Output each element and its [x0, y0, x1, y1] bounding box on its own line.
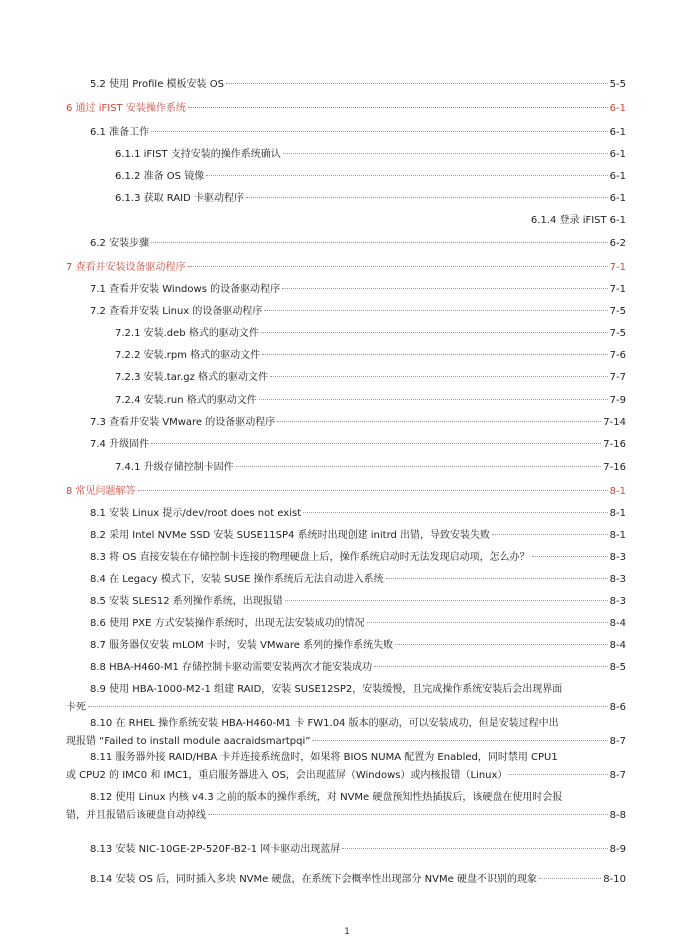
- toc-page-number: 5-5: [609, 79, 626, 90]
- dot-leader: [492, 534, 608, 535]
- dot-leader: [151, 131, 608, 132]
- toc-page-number: 8-9: [609, 844, 626, 855]
- toc-page-number: 6-1: [609, 103, 626, 114]
- toc-entry-line: [66, 485, 626, 499]
- toc-page-number: 8-10: [603, 874, 626, 885]
- dot-leader: [226, 83, 608, 84]
- dot-leader: [188, 107, 608, 108]
- toc-entry-title: 8 常见问题解答: [66, 486, 136, 497]
- toc-entry-title: 6 通过 iFIST 安装操作系统: [66, 103, 186, 114]
- toc-entry-title: 8.7 服务器仅安装 mLOM 卡时，安装 VMware 系列的操作系统失败: [90, 640, 394, 651]
- toc-entry-title: 错，并且报错后该硬盘自动掉线: [66, 810, 206, 821]
- toc-page-number: 7-9: [609, 395, 626, 406]
- dot-leader: [532, 556, 608, 557]
- toc-page-number: 6-1: [609, 127, 626, 138]
- toc-page-number: 8-7: [609, 770, 626, 781]
- toc-page-number: 8-1: [609, 530, 626, 541]
- dot-leader: [246, 197, 608, 198]
- toc-entry-title: 6.1.2 准备 OS 镜像: [115, 171, 205, 182]
- toc-entry-line: [115, 192, 626, 206]
- toc-entry-title: 8.3 将 OS 直接安装在存储控制卡连接的物理硬盘上后，操作系统启动时无法发现启动项，怎么办？: [90, 552, 530, 563]
- toc-entry-line: [90, 237, 626, 251]
- toc-entry-line: [400, 214, 626, 228]
- toc-page-number: 6-1: [609, 149, 626, 160]
- toc-page-number: 8-6: [609, 702, 626, 713]
- toc-entry-line: [66, 735, 626, 749]
- toc-entry-line: [90, 529, 626, 543]
- dot-leader: [259, 399, 608, 400]
- toc-entry-title: 7.2.1 安装.deb 格式的驱动文件: [115, 328, 259, 339]
- toc-page-number: 7-1: [609, 262, 626, 273]
- toc-entry-title: 8.4 在 Legacy 模式下，安装 SUSE 操作系统后无法自动进入系统: [90, 574, 384, 585]
- toc-entry-title: 8.1 安装 Linux 提示/dev/root does not exist: [90, 508, 302, 519]
- dot-leader: [261, 332, 608, 333]
- dot-leader: [312, 740, 607, 741]
- toc-page-number: 8-4: [609, 640, 626, 651]
- dot-leader: [374, 666, 608, 667]
- dot-leader: [270, 376, 608, 377]
- toc-entry-title: 8.5 安装 SLES12 系列操作系统，出现报错: [90, 596, 283, 607]
- toc-entry-line: [115, 148, 626, 162]
- dot-leader: [151, 242, 608, 243]
- dot-leader: [282, 288, 608, 289]
- toc-entry-title: 6.2 安装步骤: [90, 238, 150, 249]
- dot-leader: [277, 421, 601, 422]
- toc-page-number: 7-5: [609, 306, 626, 317]
- toc-page-number: 7-7: [609, 372, 626, 383]
- toc-entry-line: [90, 683, 626, 697]
- toc-entry-line: [90, 573, 626, 587]
- toc-entry-title: 8.12 使用 Linux 内核 v4.3 之前的版本的操作系统，对 NVMe 硬盘预知性热插拔后，该硬盘在使用时会报: [90, 792, 563, 803]
- dot-leader: [138, 490, 608, 491]
- toc-entry-title: 7.1 查看并安装 Windows 的设备驱动程序: [90, 284, 281, 295]
- toc-page-number: 8-7: [609, 736, 626, 747]
- toc-entry-line: [90, 305, 626, 319]
- toc-entry-line: [115, 327, 626, 341]
- toc-page-number: 6-1: [609, 215, 626, 226]
- toc-entry-line: [115, 349, 626, 363]
- toc-page-number: 7-16: [603, 462, 626, 473]
- toc-entry-title: 8.10 在 RHEL 操作系统安装 HBA-H460-M1 卡 FW1.04 版本的驱动，可以安装成功，但是安装过程中出: [90, 718, 559, 729]
- toc-entry-line: [66, 701, 626, 715]
- toc-entry-line: [90, 438, 626, 452]
- toc-entry-title: 6.1.3 获取 RAID 卡驱动程序: [115, 193, 245, 204]
- toc-entry-title: 7.2.4 安装.run 格式的驱动文件: [115, 395, 257, 406]
- toc-page-number: 7-16: [603, 439, 626, 450]
- toc-entry-line: [90, 791, 626, 805]
- toc-entry-line: [90, 617, 626, 631]
- toc-page-number: 8-1: [609, 508, 626, 519]
- toc-entry-line: [90, 717, 626, 731]
- dot-leader: [88, 706, 608, 707]
- toc-entry-title: 8.9 使用 HBA-1000-M2-1 组建 RAID，安装 SUSE12SP2，安装缓慢，且完成操作系统安装后会出现界面: [90, 684, 563, 695]
- page-number: 1: [344, 927, 350, 937]
- toc-entry-title: 5.2 使用 Profile 模板安装 OS: [90, 79, 224, 90]
- toc-entry-title: 6.1 准备工作: [90, 127, 150, 138]
- toc-entry-title: 8.14 安装 OS 后，同时插入多块 NVMe 硬盘，在系统下会概率性出现部分 NVMe 硬盘不识别的现象: [90, 874, 537, 885]
- toc-entry-line: [115, 461, 626, 475]
- dot-leader: [264, 310, 607, 311]
- toc-entry-line: [90, 78, 626, 92]
- dot-leader: [188, 266, 608, 267]
- toc-entry-line: [90, 751, 626, 765]
- toc-page-number: 7-14: [603, 417, 626, 428]
- toc-page-number: 8-1: [609, 486, 626, 497]
- toc-entry-line: [115, 371, 626, 385]
- toc-entry-line: [66, 102, 626, 116]
- dot-leader: [236, 466, 602, 467]
- toc-entry-title: 8.11 服务器外接 RAID/HBA 卡并连接系统盘时，如果将 BIOS NUMA 配置为 Enabled，同时禁用 CPU1: [90, 752, 558, 763]
- toc-entry-title: 7.3 查看并安装 VMware 的设备驱动程序: [90, 417, 276, 428]
- toc-page-number: 8-3: [609, 596, 626, 607]
- toc-entry-title: 8.2 采用 Intel NVMe SSD 安装 SUSE11SP4 系统时出现创建 initrd 出错，导致安装失败: [90, 530, 491, 541]
- toc-entry-line: [90, 283, 626, 297]
- dot-leader: [342, 848, 607, 849]
- dot-leader: [285, 600, 608, 601]
- toc-page-number: 7-5: [609, 328, 626, 339]
- dot-leader: [283, 153, 608, 154]
- toc-entry-title: 7.2 查看并安装 Linux 的设备驱动程序: [90, 306, 263, 317]
- toc-entry-title: 7.2.3 安装.tar.gz 格式的驱动文件: [115, 372, 268, 383]
- toc-entry-line: [66, 809, 626, 823]
- toc-entry-title: 7.4.1 升级存储控制卡固件: [115, 462, 234, 473]
- toc-entry-line: [90, 551, 626, 565]
- toc-entry-line: [115, 394, 626, 408]
- toc-page-number: 8-8: [609, 810, 626, 821]
- toc-entry-line: [90, 843, 626, 857]
- toc-entry-title: 6.1.4 登录 iFIST: [530, 215, 607, 226]
- toc-page-number: 6-2: [609, 238, 626, 249]
- dot-leader: [151, 443, 601, 444]
- dot-leader: [539, 878, 601, 879]
- toc-entry-line: [90, 126, 626, 140]
- dot-leader: [262, 354, 607, 355]
- dot-leader: [208, 814, 608, 815]
- toc-entry-title: 7.4 升级固件: [90, 439, 150, 450]
- toc-page-number: 8-5: [609, 662, 626, 673]
- toc-entry-line: [90, 639, 626, 653]
- toc-entry-line: [66, 769, 626, 783]
- toc-entry-title: 7 查看并安装设备驱动程序: [66, 262, 186, 273]
- toc-page-number: 7-6: [609, 350, 626, 361]
- toc-entry-line: [90, 595, 626, 609]
- toc-page-number: 6-1: [609, 171, 626, 182]
- toc-entry-line: [66, 261, 626, 275]
- dot-leader: [386, 578, 608, 579]
- toc-entry-title: 8.13 安装 NIC-10GE-2P-520F-B2-1 网卡驱动出现蓝屏: [90, 844, 341, 855]
- toc-entry-title: 8.8 HBA-H460-M1 存储控制卡驱动需要安装两次才能安装成功: [90, 662, 373, 673]
- toc-entry-line: [90, 416, 626, 430]
- toc-entry-title: 或 CPU2 的 IMC0 和 IMC1，重启服务器进入 OS，会出现蓝屏（Windows）或内核报错（Linux）: [66, 770, 508, 781]
- dot-leader: [367, 622, 608, 623]
- toc-entry-title: 7.2.2 安装.rpm 格式的驱动文件: [115, 350, 261, 361]
- dot-leader: [303, 512, 608, 513]
- dot-leader: [206, 175, 607, 176]
- toc-page-number: 8-3: [609, 552, 626, 563]
- toc-entry-title: 6.1.1 iFIST 支持安装的操作系统确认: [115, 149, 281, 160]
- toc-page-number: 8-4: [609, 618, 626, 629]
- toc-entry-title: 8.6 使用 PXE 方式安装操作系统时，出现无法安装成功的情况: [90, 618, 365, 629]
- toc-entry-title: 现报错 “Failed to install module aacraidsmartpqi”: [66, 736, 311, 747]
- toc-entry-line: [90, 507, 626, 521]
- toc-page-number: 7-1: [609, 284, 626, 295]
- dot-leader: [395, 644, 608, 645]
- toc-entry-line: [115, 170, 626, 184]
- toc-page-number: 6-1: [609, 193, 626, 204]
- dot-leader: [509, 774, 607, 775]
- toc-entry-title: 卡死: [66, 702, 86, 713]
- toc-entry-line: [90, 873, 626, 887]
- toc-page-number: 8-3: [609, 574, 626, 585]
- toc-entry-line: [90, 661, 626, 675]
